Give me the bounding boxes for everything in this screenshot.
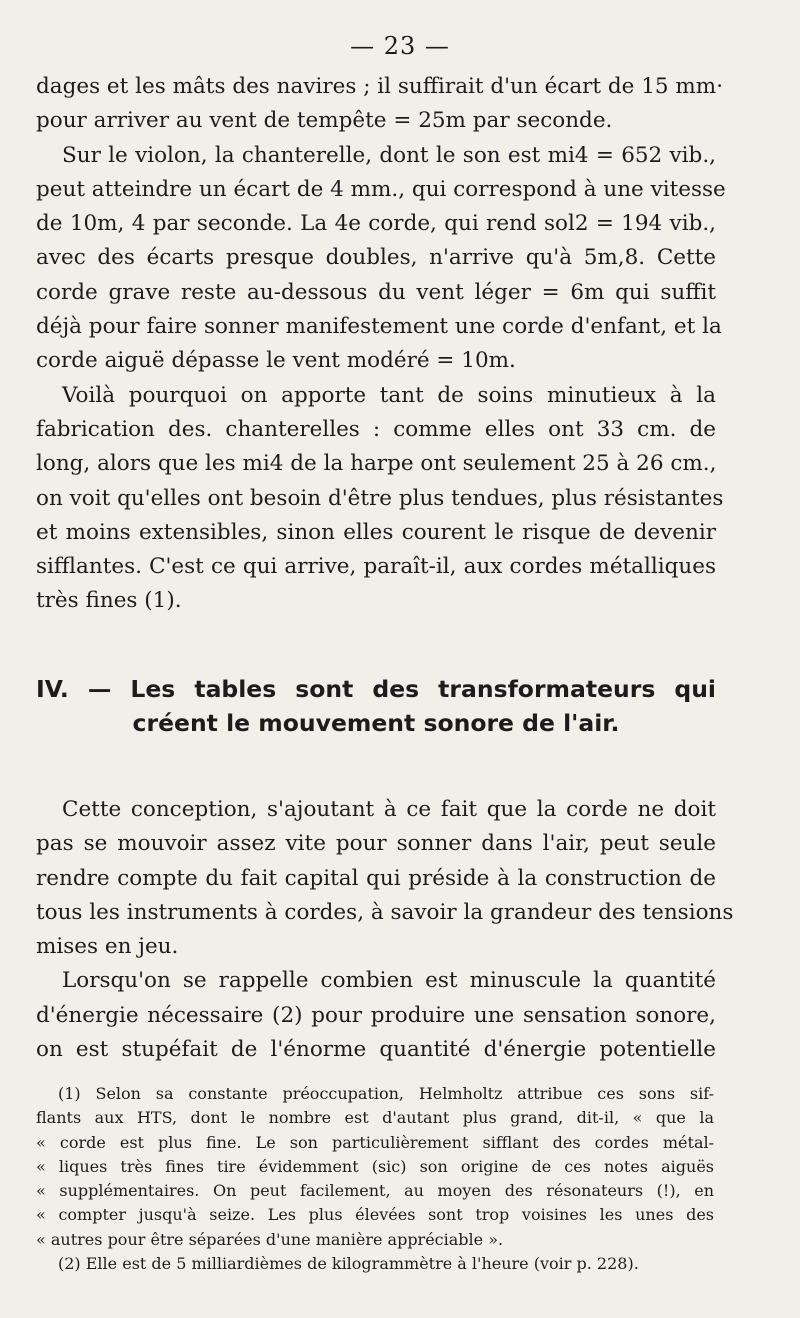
section-heading-line-2: créent le mouvement sonore de l'air. xyxy=(132,709,620,737)
text-line: fabrication des. chanterelles : comme elles ont 33 cm. de xyxy=(36,416,716,442)
body-text-section-two xyxy=(36,793,734,1067)
text-line: d'énergie nécessaire (2) pour produire une sensation sonore, xyxy=(36,1002,716,1028)
text-line: corde grave reste au-dessous du vent léger = 6m qui suffit xyxy=(36,279,716,305)
text-line: et moins extensibles, sinon elles courent le risque de devenir xyxy=(36,519,716,545)
section-heading-line-1: IV. — Les tables sont des transformateurs qui xyxy=(36,675,716,703)
text-line: très fines (1). xyxy=(36,588,182,614)
footnotes xyxy=(36,1082,714,1276)
text-line: de 10m, 4 par seconde. La 4e corde, qui rend sol2 = 194 vib., xyxy=(36,211,716,237)
text-line: Sur le violon, la chanterelle, dont le son est mi4 = 652 vib., xyxy=(62,142,716,168)
footnote-line: « corde est plus fine. Le son particulièrement sifflant des cordes métal- xyxy=(36,1132,714,1152)
text-line: Voilà pourquoi on apporte tant de soins minutieux à la xyxy=(62,382,716,408)
text-line: corde aiguë dépasse le vent modéré = 10m. xyxy=(36,348,516,374)
text-line: long, alors que les mi4 de la harpe ont seulement 25 à 26 cm., xyxy=(36,451,717,477)
footnote-line: flants aux HTS, dont le nombre est d'autant plus grand, dit-il, « que la xyxy=(36,1108,714,1128)
text-line: Lorsqu'on se rappelle combien est minuscule la quantité xyxy=(62,968,716,994)
footnote-line: « compter jusqu'à seize. Les plus élevées sont trop voisines les unes des xyxy=(36,1205,714,1225)
footnote-line: « autres pour être séparées d'une manière appréciable ». xyxy=(36,1229,504,1249)
text-line: tous les instruments à cordes, à savoir la grandeur des tensions xyxy=(36,899,734,925)
footnote-line: « liques très fines tire évidemment (sic) son origine de ces notes aiguës xyxy=(36,1156,714,1176)
text-line: mises en jeu. xyxy=(36,934,179,960)
text-line: rendre compte du fait capital qui préside à la construction de xyxy=(36,865,716,891)
text-line: on voit qu'elles ont besoin d'être plus tendues, plus résistantes xyxy=(36,485,724,511)
text-line: peut atteindre un écart de 4 mm., qui correspond à une vitesse xyxy=(36,176,726,202)
section-heading xyxy=(36,672,716,740)
text-line: dages et les mâts des navires ; il suffirait d'un écart de 15 mm· xyxy=(36,74,724,99)
footnote-line: « supplémentaires. On peut facilement, au moyen des résonateurs (!), en xyxy=(36,1181,714,1201)
text-line: Cette conception, s'ajoutant à ce fait que la corde ne doit xyxy=(62,797,716,822)
footnote-line: (1) Selon sa constante préoccupation, Helmholtz attribue ces sons sif- xyxy=(58,1084,714,1103)
footnote-line: (2) Elle est de 5 milliardièmes de kilogrammètre à l'heure (voir p. 228). xyxy=(58,1254,639,1274)
text-line: déjà pour faire sonner manifestement une corde d'enfant, et la xyxy=(36,314,722,340)
page-number: — 23 — xyxy=(350,32,450,60)
text-line: avec des écarts presque doubles, n'arrive qu'à 5m,8. Cette xyxy=(36,245,716,271)
text-line: pas se mouvoir assez vite pour sonner dans l'air, peut seule xyxy=(36,831,716,857)
text-line: sifflantes. C'est ce qui arrive, paraît-il, aux cordes métalliques xyxy=(36,554,716,580)
text-line: on est stupéfait de l'énorme quantité d'énergie potentielle xyxy=(36,1037,716,1063)
body-text-section-one xyxy=(36,70,726,619)
text-line: pour arriver au vent de tempête = 25m par seconde. xyxy=(36,108,613,134)
